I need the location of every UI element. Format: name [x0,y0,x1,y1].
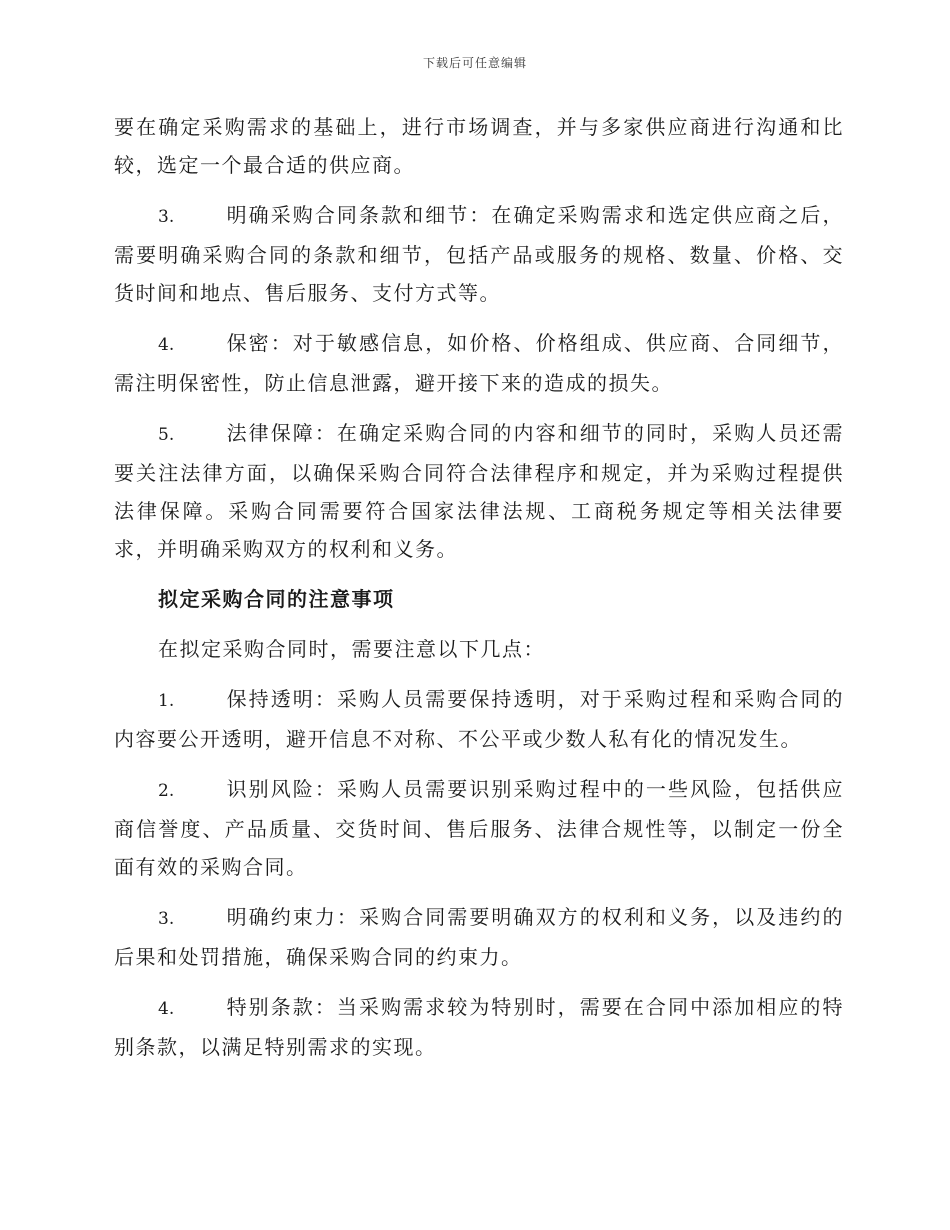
list-item-text: 特别条款：当采购需求较为特别时，需要在合同中添加相应的特别条款，以满足特别需求的实现。 [114,995,844,1059]
list-item-number: 4. [158,999,175,1019]
list-item-text: 保密：对于敏感信息，如价格、价格组成、供应商、合同细节，需注明保密性，防止信息泄露，避开接下来的造成的损失。 [114,331,844,395]
list-item [114,196,844,312]
list-item-number: 5. [158,425,175,445]
list-item-text: 明确约束力：采购合同需要明确双方的权利和义务，以及违约的后果和处罚措施，确保采购合同的约束力。 [114,905,844,969]
list-item-text: 识别风险：采购人员需要识别采购过程中的一些风险，包括供应商信誉度、产品质量、交货时间、售后服务、法律合规性等，以制定一份全面有效的采购合同。 [114,777,844,879]
list-item [114,324,844,402]
list-item-text: 明确采购合同条款和细节：在确定采购需求和选定供应商之后，需要明确采购合同的条款和细节，包括产品或服务的规格、数量、价格、交货时间和地点、售后服务、支付方式等。 [114,203,844,305]
list-item [114,414,844,568]
list-item-text: 法律保障：在确定采购合同的内容和细节的同时，采购人员还需要关注法律方面，以确保采购合同符合法律程序和规定，并为采购过程提供法律保障。采购合同需要符合国家法律法规、工商税务规定等相关法律要求，并明确采购双方的权利和义务。 [114,421,844,561]
list-item-number: 3. [158,909,175,929]
list-item [114,770,844,886]
list-item-number: 3. [158,207,175,227]
section-heading: 拟定采购合同的注意事项 [158,587,395,611]
paragraph-continuation: 要在确定采购需求的基础上，进行市场调查，并与多家供应商进行沟通和比较，选定一个最合适的供应商。 [114,115,844,177]
document-body [114,108,844,1078]
list-item-text: 保持透明：采购人员需要保持透明，对于采购过程和采购合同的内容要公开透明，避开信息不对称、不公平或少数人私有化的情况发生。 [114,687,844,751]
list-item-number: 4. [158,335,175,355]
list-item [114,988,844,1066]
paragraph: 在拟定采购合同时，需要注意以下几点： [158,637,545,661]
page-header: 下载后可任意编辑 [422,56,527,70]
list-item [114,898,844,976]
list-item-number: 1. [158,691,175,711]
list-item-number: 2. [158,781,175,801]
list-item [114,680,844,758]
